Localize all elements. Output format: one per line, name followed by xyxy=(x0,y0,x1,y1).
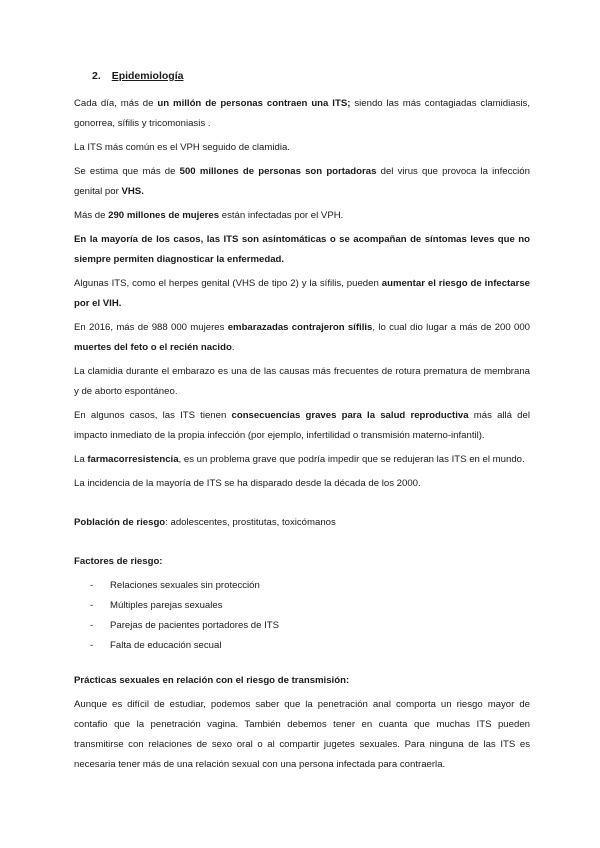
paragraph xyxy=(74,406,530,446)
list-item: - Parejas de pacientes portadores de ITS xyxy=(74,616,530,636)
paragraph xyxy=(74,94,530,134)
population-label: Población de riesgo xyxy=(74,517,166,528)
section-title: Epidemiología xyxy=(111,70,184,82)
text-run: Más de xyxy=(74,210,109,221)
paragraph xyxy=(74,230,530,270)
bold-text-run: embarazadas contrajeron sífilis xyxy=(227,322,373,333)
text-run: más allá del impacto inmediato de la propia infección (por ejemplo, infertilidad o transmisión materno-infantil). xyxy=(74,410,530,441)
bold-text-run: un millón de personas contraen una ITS; xyxy=(157,98,351,109)
paragraph xyxy=(74,474,530,494)
bold-text-run: muertes del feto o el recién nacido xyxy=(74,342,232,353)
paragraph xyxy=(74,362,530,402)
text-run: Algunas ITS, como el herpes genital (VHS de tipo 2) y la sífilis, pueden xyxy=(74,278,382,289)
text-run: , es un problema grave que podría impedir que se redujeran las ITS en el mundo. xyxy=(178,454,525,465)
text-run: La xyxy=(74,454,88,465)
bold-text-run: 290 millones de mujeres xyxy=(108,210,220,221)
paragraph xyxy=(74,138,530,158)
risk-factors-label: Factores de riesgo: xyxy=(74,556,163,567)
document-content xyxy=(74,70,530,779)
list-item: - Falta de educación secual xyxy=(74,636,530,656)
bold-text-run: farmacorresistencia xyxy=(87,454,179,465)
text-run: La ITS más común es el VPH seguido de clamidia. xyxy=(74,142,290,153)
paragraph xyxy=(74,206,530,226)
paragraph xyxy=(74,162,530,202)
text-run: están infectadas por el VPH. xyxy=(219,210,344,221)
population-text: : adolescentes, prostitutas, toxicómanos xyxy=(165,517,336,528)
bold-text-run: consecuencias graves para la salud reproductiva xyxy=(231,410,469,421)
bold-text-run: En la mayoría de los casos, las ITS son asintomáticas o se acompañan de síntomas leves que no siempre permiten diagnosticar la enfermedad. xyxy=(74,234,530,265)
text-run: . xyxy=(231,342,235,353)
text-run: La clamidia durante el embarazo es una de las causas más frecuentes de rotura prematura de membrana y de aborto espontáneo. xyxy=(74,366,530,397)
text-run: Se estima que más de xyxy=(74,166,180,177)
paragraph xyxy=(74,450,530,470)
list-item: - Relaciones sexuales sin protección xyxy=(74,576,530,596)
text-run: , lo cual dio lugar a más de 200 000 xyxy=(372,322,530,333)
list-item: - Múltiples parejas sexuales xyxy=(74,596,530,616)
section-heading xyxy=(92,70,530,82)
population-at-risk xyxy=(74,513,530,533)
bold-text-run: VHS. xyxy=(121,186,144,197)
risk-factors-list xyxy=(74,576,530,656)
paragraph xyxy=(74,318,530,358)
practices-text: Aunque es difícil de estudiar, podemos saber que la penetración anal comporta un riesgo mayor de contafio que la penetración vagina. También debemos tener en cuanta que muchas ITS pueden transmitirse con relaciones de sexo oral o al compartir jugetes sexuales. Para ninguna de las ITS es necesaria tener más de una relación sexual con una persona infectada para contraerla. xyxy=(74,699,530,770)
section-number: 2. xyxy=(92,70,101,82)
bold-text-run: 500 millones de personas son portadoras xyxy=(179,166,377,177)
text-run: del virus que provoca la infección genital por xyxy=(74,166,530,197)
text-run: siendo las más contagiadas clamidiasis, gonorrea, sífilis y tricomoniasis . xyxy=(74,98,530,129)
text-run: En 2016, más de 988 000 mujeres xyxy=(74,322,228,333)
epidemiology-paragraphs xyxy=(74,94,530,494)
text-run: Cada día, más de xyxy=(74,98,158,109)
text-run: La incidencia de la mayoría de ITS se ha disparado desde la década de los 2000. xyxy=(74,478,421,489)
practices-label: Prácticas sexuales en relación con el riesgo de transmisión: xyxy=(74,675,350,686)
bold-text-run: aumentar el riesgo de infectarse por el VIH. xyxy=(74,278,530,309)
paragraph xyxy=(74,274,530,314)
text-run: En algunos casos, las ITS tienen xyxy=(74,410,232,421)
